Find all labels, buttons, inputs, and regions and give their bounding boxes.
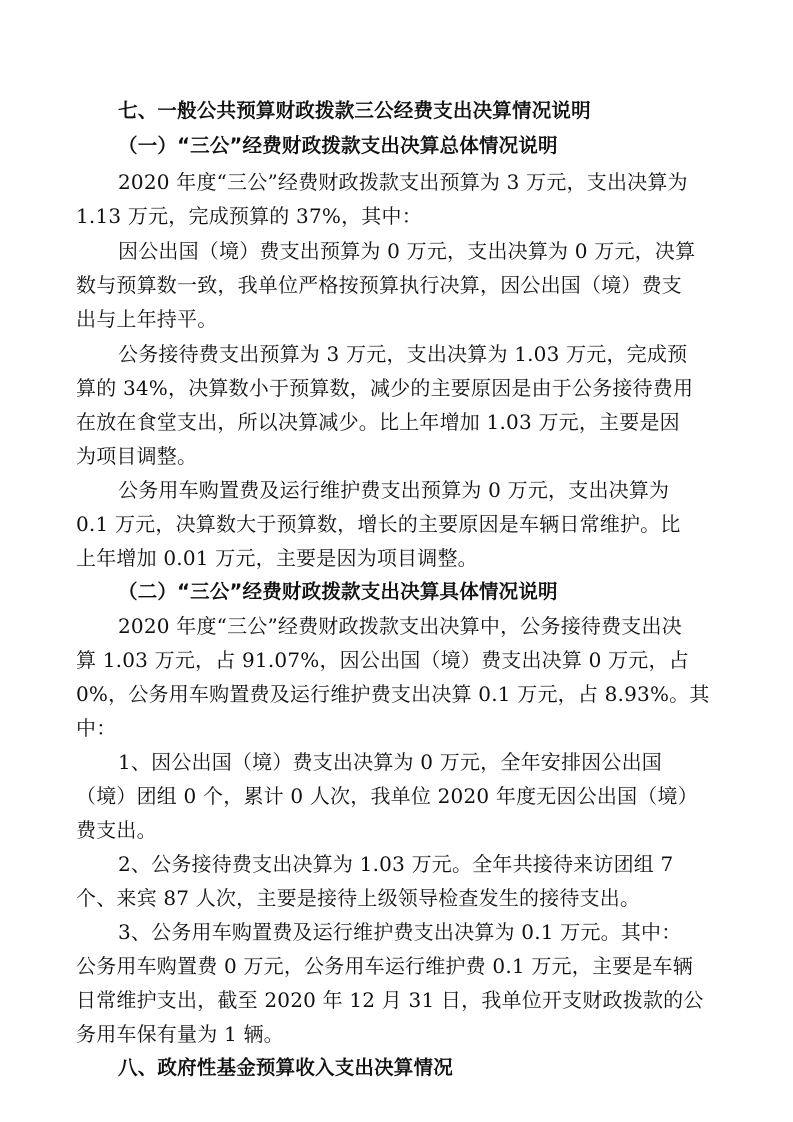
paragraph-line: 算的 34%，决算数小于预算数，减少的主要原因是由于公务接待费用 bbox=[76, 376, 694, 400]
paragraph-line: （境）团组 0 个，累计 0 人次，我单位 2020 年度无因公出国（境） bbox=[76, 784, 698, 808]
section-7-heading: 七、一般公共预算财政拨款三公经费支出决算情况说明 bbox=[118, 99, 591, 122]
paragraph-line: 0%，公务用车购置费及运行维护费支出决算 0.1 万元，占 8.93%。其 bbox=[76, 682, 710, 706]
paragraph-line: 为项目调整。 bbox=[76, 444, 198, 468]
paragraph-line: 数与预算数一致，我单位严格按预算执行决算，因公出国（境）费支 bbox=[76, 273, 682, 297]
paragraph-line: 2020 年度“三公”经费财政拨款支出决算中，公务接待费支出决 bbox=[118, 614, 682, 638]
subsection-2-heading: （二）“三公”经费财政拨款支出决算具体情况说明 bbox=[118, 580, 558, 603]
paragraph-line: 公务用车购置费 0 万元，公务用车运行维护费 0.1 万元，主要是车辆 bbox=[76, 954, 693, 978]
paragraph-line: 1.13 万元，完成预算的 37%，其中： bbox=[76, 204, 422, 228]
paragraph-line: 出与上年持平。 bbox=[76, 307, 218, 331]
paragraph-line: 上年增加 0.01 万元，主要是因为项目调整。 bbox=[76, 546, 478, 570]
paragraph-line: 在放在食堂支出，所以决算减少。比上年增加 1.03 万元，主要是因 bbox=[76, 410, 680, 434]
paragraph-line: 日常维护支出，截至 2020 年 12 月 31 日，我单位开支财政拨款的公 bbox=[76, 988, 704, 1012]
paragraph-line: 费支出。 bbox=[76, 818, 157, 842]
paragraph-line: 2020 年度“三公”经费财政拨款支出预算为 3 万元，支出决算为 bbox=[118, 170, 688, 194]
paragraph-line: 1、因公出国（境）费支出决算为 0 万元，全年安排因公出国 bbox=[118, 750, 662, 774]
subsection-1-heading: （一）“三公”经费财政拨款支出决算总体情况说明 bbox=[118, 134, 558, 157]
paragraph-line: 0.1 万元，决算数大于预算数，增长的主要原因是车辆日常维护。比 bbox=[76, 512, 681, 536]
section-8-heading: 八、政府性基金预算收入支出决算情况 bbox=[118, 1056, 453, 1079]
paragraph-line: 因公出国（境）费支出预算为 0 万元，支出决算为 0 万元，决算 bbox=[118, 239, 696, 263]
paragraph-line: 个、来宾 87 人次，主要是接待上级领导检查发生的接待支出。 bbox=[76, 886, 641, 910]
paragraph-line: 2、公务接待费支出决算为 1.03 万元。全年共接待来访团组 7 bbox=[118, 852, 674, 876]
paragraph-line: 算 1.03 万元，占 91.07%，因公出国（境）费支出决算 0 万元，占 bbox=[76, 648, 689, 672]
paragraph-line: 3、公务用车购置费及运行维护费支出决算为 0.1 万元。其中： bbox=[118, 920, 682, 944]
paragraph-line: 务用车保有量为 1 辆。 bbox=[76, 1022, 284, 1046]
paragraph-line: 中： bbox=[76, 716, 117, 740]
paragraph-line: 公务接待费支出预算为 3 万元，支出决算为 1.03 万元，完成预 bbox=[118, 342, 688, 366]
paragraph-line: 公务用车购置费及运行维护费支出预算为 0 万元，支出决算为 bbox=[118, 478, 670, 502]
